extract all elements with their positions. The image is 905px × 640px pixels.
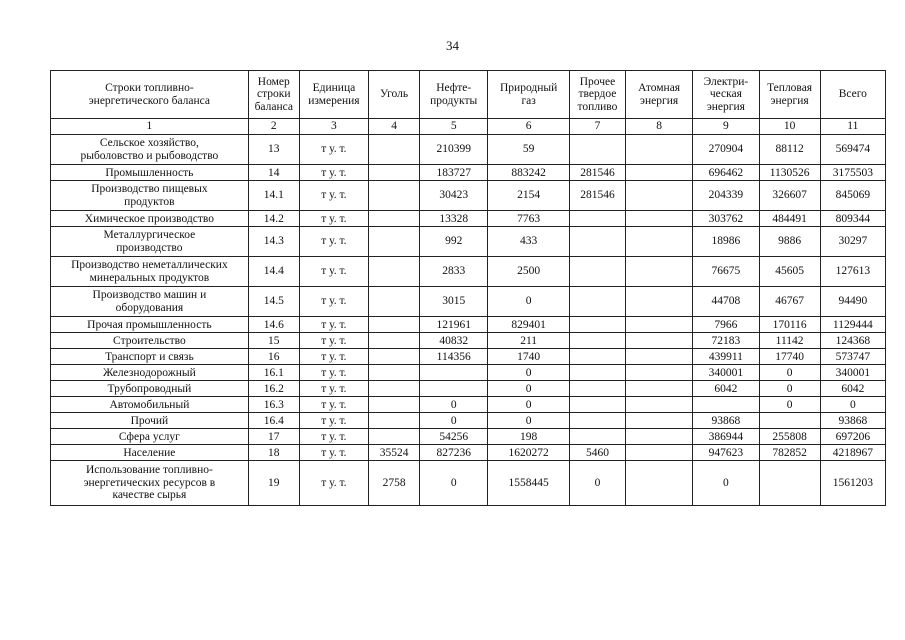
table-cell bbox=[369, 257, 420, 287]
table-cell: 14.1 bbox=[248, 181, 299, 211]
table-cell: т у. т. bbox=[299, 413, 368, 429]
column-header: Тепловая энергия bbox=[759, 71, 820, 119]
table-cell: т у. т. bbox=[299, 287, 368, 317]
table-cell bbox=[625, 135, 692, 165]
table-cell bbox=[625, 317, 692, 333]
table-cell: 2500 bbox=[488, 257, 570, 287]
table-cell bbox=[369, 165, 420, 181]
table-cell: 93868 bbox=[693, 413, 759, 429]
table-cell bbox=[369, 365, 420, 381]
column-header: Номер строки баланса bbox=[248, 71, 299, 119]
table-cell: т у. т. bbox=[299, 429, 368, 445]
table-cell bbox=[569, 397, 625, 413]
table-cell bbox=[569, 429, 625, 445]
table-cell: 35524 bbox=[369, 445, 420, 461]
table-row bbox=[51, 227, 886, 257]
table-cell bbox=[569, 287, 625, 317]
table-cell: 573747 bbox=[820, 349, 885, 365]
table-cell: 3175503 bbox=[820, 165, 885, 181]
table-cell: т у. т. bbox=[299, 397, 368, 413]
table-cell bbox=[569, 211, 625, 227]
table-cell: 88112 bbox=[759, 135, 820, 165]
table-row bbox=[51, 429, 886, 445]
table-cell bbox=[369, 333, 420, 349]
table-cell: 7763 bbox=[488, 211, 570, 227]
row-label: Трубопроводный bbox=[51, 381, 249, 397]
table-cell: 2758 bbox=[369, 461, 420, 506]
column-header: Природный газ bbox=[488, 71, 570, 119]
table-cell: 270904 bbox=[693, 135, 759, 165]
table-cell bbox=[569, 333, 625, 349]
table-cell: 45605 bbox=[759, 257, 820, 287]
table-cell: 326607 bbox=[759, 181, 820, 211]
table-cell bbox=[693, 397, 759, 413]
table-cell: 59 bbox=[488, 135, 570, 165]
table-cell: т у. т. bbox=[299, 333, 368, 349]
header-row bbox=[51, 71, 886, 119]
table-row bbox=[51, 257, 886, 287]
table-row bbox=[51, 135, 886, 165]
table-cell bbox=[625, 333, 692, 349]
row-label: Сфера услуг bbox=[51, 429, 249, 445]
table-cell: 484491 bbox=[759, 211, 820, 227]
table-cell: 114356 bbox=[420, 349, 488, 365]
table-cell: 76675 bbox=[693, 257, 759, 287]
table-cell: т у. т. bbox=[299, 445, 368, 461]
table-cell bbox=[420, 365, 488, 381]
table-cell: 0 bbox=[488, 381, 570, 397]
table-cell: 829401 bbox=[488, 317, 570, 333]
table-cell bbox=[759, 413, 820, 429]
table-cell: 3015 bbox=[420, 287, 488, 317]
table-cell: 0 bbox=[569, 461, 625, 506]
table-cell: 16.1 bbox=[248, 365, 299, 381]
column-header: Электри- ческая энергия bbox=[693, 71, 759, 119]
table-cell: 198 bbox=[488, 429, 570, 445]
table-cell: 0 bbox=[820, 397, 885, 413]
table-cell: 0 bbox=[420, 397, 488, 413]
table-cell bbox=[625, 257, 692, 287]
table-cell: 30297 bbox=[820, 227, 885, 257]
table-cell bbox=[369, 381, 420, 397]
row-label: Производство неметаллических минеральных продуктов bbox=[51, 257, 249, 287]
table-cell bbox=[625, 211, 692, 227]
table-row bbox=[51, 365, 886, 381]
table-cell bbox=[759, 461, 820, 506]
table-row bbox=[51, 461, 886, 506]
table-cell: 255808 bbox=[759, 429, 820, 445]
column-header: Прочее твердое топливо bbox=[569, 71, 625, 119]
table-cell: 827236 bbox=[420, 445, 488, 461]
column-number: 6 bbox=[488, 119, 570, 135]
table-row bbox=[51, 287, 886, 317]
table-row bbox=[51, 381, 886, 397]
table-cell bbox=[625, 397, 692, 413]
table-cell: 883242 bbox=[488, 165, 570, 181]
column-number: 3 bbox=[299, 119, 368, 135]
table-cell: 2154 bbox=[488, 181, 570, 211]
table-cell: 15 bbox=[248, 333, 299, 349]
table-cell: 1130526 bbox=[759, 165, 820, 181]
table-cell: 569474 bbox=[820, 135, 885, 165]
column-header: Нефте- продукты bbox=[420, 71, 488, 119]
table-cell: т у. т. bbox=[299, 349, 368, 365]
table-cell: т у. т. bbox=[299, 227, 368, 257]
row-label: Промышленность bbox=[51, 165, 249, 181]
table-body bbox=[51, 135, 886, 506]
table-cell: 14.5 bbox=[248, 287, 299, 317]
row-label: Использование топливно- энергетических ресурсов в качестве сырья bbox=[51, 461, 249, 506]
table-cell bbox=[369, 349, 420, 365]
table-cell bbox=[625, 227, 692, 257]
row-label: Металлургическое производство bbox=[51, 227, 249, 257]
row-label: Прочая промышленность bbox=[51, 317, 249, 333]
table-cell bbox=[369, 317, 420, 333]
table-cell: 6042 bbox=[820, 381, 885, 397]
table-cell: 7966 bbox=[693, 317, 759, 333]
table-cell: 121961 bbox=[420, 317, 488, 333]
table-cell: т у. т. bbox=[299, 461, 368, 506]
column-number: 9 bbox=[693, 119, 759, 135]
table-cell: 439911 bbox=[693, 349, 759, 365]
table-cell bbox=[569, 257, 625, 287]
table-row bbox=[51, 445, 886, 461]
page-number: 34 bbox=[446, 38, 459, 53]
table-cell: 211 bbox=[488, 333, 570, 349]
column-number: 11 bbox=[820, 119, 885, 135]
table-cell bbox=[420, 381, 488, 397]
table-cell: 17 bbox=[248, 429, 299, 445]
table-cell bbox=[369, 287, 420, 317]
table-cell bbox=[625, 181, 692, 211]
table-cell: 0 bbox=[759, 381, 820, 397]
table-row bbox=[51, 317, 886, 333]
table-cell bbox=[569, 317, 625, 333]
table-cell: 992 bbox=[420, 227, 488, 257]
row-label: Строительство bbox=[51, 333, 249, 349]
row-label: Автомобильный bbox=[51, 397, 249, 413]
table-cell: 183727 bbox=[420, 165, 488, 181]
table-cell: 1740 bbox=[488, 349, 570, 365]
column-number: 5 bbox=[420, 119, 488, 135]
row-label: Транспорт и связь bbox=[51, 349, 249, 365]
table-cell bbox=[569, 227, 625, 257]
table-cell: 782852 bbox=[759, 445, 820, 461]
table-cell: 14.2 bbox=[248, 211, 299, 227]
table-cell: 124368 bbox=[820, 333, 885, 349]
table-cell: т у. т. bbox=[299, 135, 368, 165]
table-cell: 13 bbox=[248, 135, 299, 165]
table-cell: 340001 bbox=[693, 365, 759, 381]
table-cell: 44708 bbox=[693, 287, 759, 317]
column-number-row bbox=[51, 119, 886, 135]
table-cell bbox=[369, 211, 420, 227]
column-number: 2 bbox=[248, 119, 299, 135]
table-cell: 281546 bbox=[569, 165, 625, 181]
table-cell: 303762 bbox=[693, 211, 759, 227]
table-cell bbox=[569, 381, 625, 397]
table-cell: 340001 bbox=[820, 365, 885, 381]
table-cell bbox=[369, 429, 420, 445]
column-header: Уголь bbox=[369, 71, 420, 119]
table-row bbox=[51, 165, 886, 181]
table-cell: 16 bbox=[248, 349, 299, 365]
table-cell: 9886 bbox=[759, 227, 820, 257]
table-cell: 210399 bbox=[420, 135, 488, 165]
table-cell: 204339 bbox=[693, 181, 759, 211]
table-cell: 0 bbox=[759, 365, 820, 381]
table-cell: 433 bbox=[488, 227, 570, 257]
table-cell bbox=[625, 429, 692, 445]
table-cell: 0 bbox=[488, 365, 570, 381]
table-cell: 11142 bbox=[759, 333, 820, 349]
table-cell: 170116 bbox=[759, 317, 820, 333]
table-cell: 18986 bbox=[693, 227, 759, 257]
table-cell bbox=[625, 461, 692, 506]
column-header: Единица измерения bbox=[299, 71, 368, 119]
table-cell bbox=[369, 181, 420, 211]
table-cell: 14.4 bbox=[248, 257, 299, 287]
table-cell: 1129444 bbox=[820, 317, 885, 333]
table-cell: 72183 bbox=[693, 333, 759, 349]
table-cell: т у. т. bbox=[299, 365, 368, 381]
table-cell: 4218967 bbox=[820, 445, 885, 461]
table-cell bbox=[569, 413, 625, 429]
table-cell: 0 bbox=[488, 413, 570, 429]
table-row bbox=[51, 333, 886, 349]
column-header: Атомная энергия bbox=[625, 71, 692, 119]
table-row bbox=[51, 413, 886, 429]
table-cell: 54256 bbox=[420, 429, 488, 445]
row-label: Химическое производство bbox=[51, 211, 249, 227]
table-cell: 281546 bbox=[569, 181, 625, 211]
table-cell bbox=[625, 413, 692, 429]
table-cell: 0 bbox=[420, 413, 488, 429]
table-cell: 0 bbox=[420, 461, 488, 506]
table-cell: т у. т. bbox=[299, 211, 368, 227]
table-cell bbox=[625, 381, 692, 397]
table-cell: 94490 bbox=[820, 287, 885, 317]
column-number: 7 bbox=[569, 119, 625, 135]
table-cell bbox=[625, 165, 692, 181]
row-label: Производство машин и оборудования bbox=[51, 287, 249, 317]
table-cell: 845069 bbox=[820, 181, 885, 211]
column-number: 10 bbox=[759, 119, 820, 135]
table-cell bbox=[369, 397, 420, 413]
table-cell: 5460 bbox=[569, 445, 625, 461]
table-cell bbox=[625, 349, 692, 365]
table-cell: 6042 bbox=[693, 381, 759, 397]
table-cell: т у. т. bbox=[299, 381, 368, 397]
table-cell: 2833 bbox=[420, 257, 488, 287]
table-cell: т у. т. bbox=[299, 181, 368, 211]
table-cell: 46767 bbox=[759, 287, 820, 317]
table-cell: 93868 bbox=[820, 413, 885, 429]
table-cell: 1561203 bbox=[820, 461, 885, 506]
table-row bbox=[51, 349, 886, 365]
table-row bbox=[51, 211, 886, 227]
table-cell: 809344 bbox=[820, 211, 885, 227]
table-cell: 386944 bbox=[693, 429, 759, 445]
table-cell bbox=[569, 365, 625, 381]
table-cell bbox=[569, 349, 625, 365]
table-cell bbox=[625, 287, 692, 317]
table-cell bbox=[569, 135, 625, 165]
row-label: Сельское хозяйство, рыболовство и рыбоводство bbox=[51, 135, 249, 165]
table-cell: 13328 bbox=[420, 211, 488, 227]
column-header: Всего bbox=[820, 71, 885, 119]
table-cell bbox=[369, 413, 420, 429]
table-cell: 14.6 bbox=[248, 317, 299, 333]
table-cell: 697206 bbox=[820, 429, 885, 445]
table-cell: т у. т. bbox=[299, 317, 368, 333]
table-cell: 1620272 bbox=[488, 445, 570, 461]
row-label: Население bbox=[51, 445, 249, 461]
table-cell: 127613 bbox=[820, 257, 885, 287]
table-row bbox=[51, 181, 886, 211]
table-cell: 947623 bbox=[693, 445, 759, 461]
table-cell: 18 bbox=[248, 445, 299, 461]
table-cell: 16.4 bbox=[248, 413, 299, 429]
row-label: Железнодорожный bbox=[51, 365, 249, 381]
table-row bbox=[51, 397, 886, 413]
table-cell: 14 bbox=[248, 165, 299, 181]
column-number: 4 bbox=[369, 119, 420, 135]
table-cell: т у. т. bbox=[299, 165, 368, 181]
table-cell: 40832 bbox=[420, 333, 488, 349]
row-label: Прочий bbox=[51, 413, 249, 429]
table-cell: 17740 bbox=[759, 349, 820, 365]
table-cell: 1558445 bbox=[488, 461, 570, 506]
energy-balance-table bbox=[50, 70, 886, 506]
table-cell bbox=[625, 365, 692, 381]
row-label: Производство пищевых продуктов bbox=[51, 181, 249, 211]
table-cell: 0 bbox=[488, 397, 570, 413]
table-cell: 0 bbox=[693, 461, 759, 506]
table-cell: 16.3 bbox=[248, 397, 299, 413]
table-cell bbox=[369, 227, 420, 257]
column-number: 1 bbox=[51, 119, 249, 135]
table-cell: 16.2 bbox=[248, 381, 299, 397]
column-number: 8 bbox=[625, 119, 692, 135]
table-cell: 19 bbox=[248, 461, 299, 506]
table-cell bbox=[625, 445, 692, 461]
column-header: Строки топливно- энергетического баланса bbox=[51, 71, 249, 119]
table-cell bbox=[369, 135, 420, 165]
table-cell: 696462 bbox=[693, 165, 759, 181]
table-cell: т у. т. bbox=[299, 257, 368, 287]
table-cell: 30423 bbox=[420, 181, 488, 211]
table-cell: 14.3 bbox=[248, 227, 299, 257]
table-cell: 0 bbox=[488, 287, 570, 317]
table-cell: 0 bbox=[759, 397, 820, 413]
